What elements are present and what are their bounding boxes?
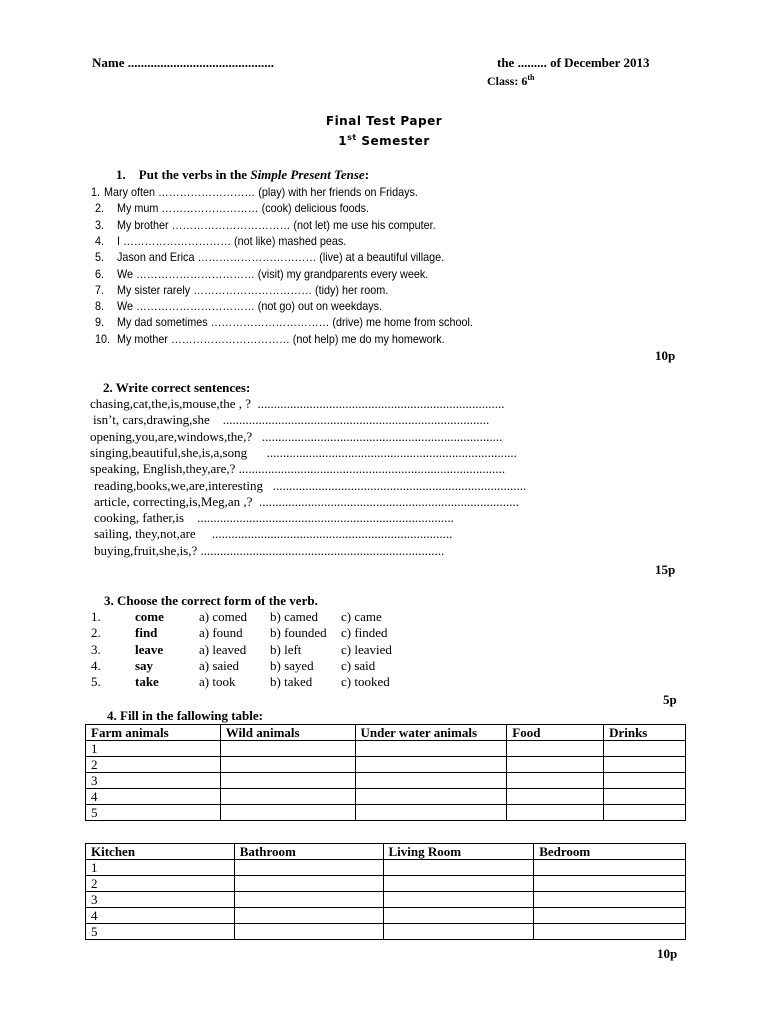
exercise3-item-number: 5. <box>91 674 101 690</box>
class-label-sup: th <box>527 73 535 82</box>
table-header-cell: Under water animals <box>355 725 507 741</box>
exercise1-item-number: 5. <box>95 250 105 265</box>
exercise2-item: cooking, father,is ............................................................................... <box>94 510 454 526</box>
table-blank-cell[interactable] <box>355 741 507 757</box>
section1-points: 10p <box>655 348 676 363</box>
table-blank-cell[interactable] <box>507 741 604 757</box>
date-field-label: the ......... of December 2013 <box>497 55 650 70</box>
table-blank-cell[interactable] <box>604 757 686 773</box>
exercise3-option-b: b) sayed <box>270 657 314 673</box>
table-row <box>86 805 686 821</box>
table-header-cell: Food <box>507 725 604 741</box>
table-row-number: 2 <box>86 876 235 892</box>
section1-heading-italic: Simple Present Tense <box>250 167 365 182</box>
table-row-number: 2 <box>86 757 221 773</box>
exercise2-item: isn’t, cars,drawing,she .................................................................................. <box>93 412 490 428</box>
table-row-number: 4 <box>86 908 235 924</box>
subtitle-number: 1 <box>338 134 348 148</box>
exercise3-option-a: a) leaved <box>199 641 247 657</box>
exercise3-option-c: c) said <box>341 657 376 673</box>
table-row <box>86 892 686 908</box>
section2-heading: 2. Write correct sentences: <box>103 380 251 395</box>
table-blank-cell[interactable] <box>220 805 355 821</box>
exercise1-item-number: 8. <box>95 299 105 314</box>
table-blank-cell[interactable] <box>604 789 686 805</box>
table-header-cell: Farm animals <box>86 725 221 741</box>
exercise3-item-verb: take <box>135 674 159 690</box>
table-row-number: 1 <box>86 860 235 876</box>
section3-points: 5p <box>663 692 677 707</box>
exercise3-item-number: 1. <box>91 609 101 624</box>
table-row-number: 5 <box>86 924 235 940</box>
exercise2-item: buying,fruit,she,is,? ........................................................................... <box>94 542 445 558</box>
table-blank-cell[interactable] <box>383 908 534 924</box>
exercise3-option-b: b) left <box>270 641 302 657</box>
subtitle-rest: Semester <box>356 134 430 148</box>
table-blank-cell[interactable] <box>234 860 383 876</box>
exercise1-item-number: 4. <box>95 233 105 248</box>
section4-points: 10p <box>657 946 678 961</box>
exercise3-item-number: 3. <box>91 641 101 657</box>
exercise3-option-a: a) took <box>199 674 236 690</box>
table-row <box>86 908 686 924</box>
table-row <box>86 876 686 892</box>
exercise1-item-number: 10. <box>95 331 111 346</box>
table-blank-cell[interactable] <box>234 892 383 908</box>
table-blank-cell[interactable] <box>234 876 383 892</box>
exercise3-option-c: c) tooked <box>341 674 390 690</box>
exercise1-item-text: My brother …………………………… (not let) me use his computer. <box>117 217 436 232</box>
table-header-row <box>86 725 686 741</box>
table-header-cell: Living Room <box>383 844 534 860</box>
exercise1-item-number: 1. <box>91 185 101 199</box>
exercise3-item-verb: find <box>135 625 158 641</box>
exercise3-option-c: c) leavied <box>341 641 392 657</box>
table-row-number: 3 <box>86 773 221 789</box>
exercise1-item-number: 2. <box>95 201 105 216</box>
table-blank-cell[interactable] <box>234 924 383 940</box>
table-blank-cell[interactable] <box>383 924 534 940</box>
table-blank-cell[interactable] <box>234 908 383 924</box>
table-blank-cell[interactable] <box>534 892 686 908</box>
section1-heading-suffix: : <box>364 167 370 182</box>
exercise1-item-text: Mary often ……………………… (play) with her friends on Fridays. <box>104 185 418 199</box>
table-blank-cell[interactable] <box>507 789 604 805</box>
table-blank-cell[interactable] <box>507 805 604 821</box>
table-blank-cell[interactable] <box>220 773 355 789</box>
table-header-cell: Kitchen <box>86 844 235 860</box>
exercise3-item-verb: say <box>135 657 154 673</box>
table-blank-cell[interactable] <box>507 773 604 789</box>
section1-heading-prefix: 1. Put the verbs in the <box>116 167 251 182</box>
class-label-text: Class: 6 <box>487 74 528 88</box>
table-blank-cell[interactable] <box>534 876 686 892</box>
table-row <box>86 741 686 757</box>
page-subtitle <box>0 133 768 148</box>
exercise3-option-b: b) taked <box>270 674 313 690</box>
table-row-number: 1 <box>86 741 221 757</box>
exercise1-item-number: 6. <box>95 266 105 281</box>
table-header-cell: Drinks <box>604 725 686 741</box>
exercise3-item-number: 4. <box>91 657 101 673</box>
exercise2-item: reading,books,we,are,interesting .............................................................................. <box>94 477 527 493</box>
exercise1-item-text: My mum ……………………… (cook) delicious foods. <box>117 201 370 216</box>
section4-heading: 4. Fill in the fallowing table: <box>107 708 263 723</box>
rooms-table <box>85 843 686 940</box>
exercise3-option-b: b) founded <box>270 625 327 641</box>
exercise2-item: speaking, English,they,are,? .................................................................................. <box>90 461 506 477</box>
table-row <box>86 773 686 789</box>
exercise1-item-text: My dad sometimes …………………………… (drive) me home from school. <box>117 315 473 330</box>
table-blank-cell[interactable] <box>355 805 507 821</box>
table-row <box>86 789 686 805</box>
table-header-cell: Wild animals <box>220 725 355 741</box>
table-blank-cell[interactable] <box>355 757 507 773</box>
table-header-cell: Bedroom <box>534 844 686 860</box>
page-title: Final Test Paper <box>325 114 443 128</box>
exercise2-item: singing,beautiful,she,is,a,song ............................................................................. <box>90 444 517 460</box>
table-header-row <box>86 844 686 860</box>
table-blank-cell[interactable] <box>220 757 355 773</box>
table-blank-cell[interactable] <box>355 773 507 789</box>
exercise2-item: sailing, they,not,are .......................................................................... <box>94 526 453 542</box>
table-blank-cell[interactable] <box>220 741 355 757</box>
table-blank-cell[interactable] <box>534 924 686 940</box>
table-blank-cell[interactable] <box>383 892 534 908</box>
exercise3-item-verb: come <box>135 609 164 624</box>
table-blank-cell[interactable] <box>507 757 604 773</box>
exercise1-item-text: We …………………………… (not go) out on weekdays. <box>117 299 383 314</box>
table-header-cell: Bathroom <box>234 844 383 860</box>
section1-heading <box>116 167 369 183</box>
table-blank-cell[interactable] <box>383 876 534 892</box>
exercise1-item-text: I ………………………… (not like) mashed peas. <box>117 233 347 248</box>
exercise2-item: article, correcting,is,Meg,an ,? ................................................................................ <box>94 493 519 509</box>
table-blank-cell[interactable] <box>383 860 534 876</box>
table-blank-cell[interactable] <box>534 908 686 924</box>
section2-points: 15p <box>655 562 676 577</box>
exercise3-option-a: a) saied <box>199 657 240 673</box>
exercise3-option-a: a) found <box>199 625 243 641</box>
exercise1-item-number: 9. <box>95 315 105 330</box>
table-blank-cell[interactable] <box>604 773 686 789</box>
section3-heading: 3. Choose the correct form of the verb. <box>104 593 318 608</box>
exercise3-option-c: c) came <box>341 609 382 624</box>
table-row-number: 5 <box>86 805 221 821</box>
exercise1-item-number: 7. <box>95 282 105 297</box>
table-row-number: 4 <box>86 789 221 805</box>
exercise3-item-number: 2. <box>91 625 101 641</box>
exercise3-item-verb: leave <box>135 641 164 657</box>
exercise1-item-text: My mother …………………………… (not help) me do my homework. <box>117 331 445 346</box>
table-row <box>86 860 686 876</box>
exercise3-option-b: b) camed <box>270 609 319 624</box>
exercise1-item-text: My sister rarely …………………………… (tidy) her room. <box>117 282 389 297</box>
class-label <box>487 73 534 89</box>
exercise1-item-text: Jason and Erica …………………………… (live) at a beautiful village. <box>117 250 445 265</box>
exercise2-item: chasing,cat,the,is,mouse,the , ? ............................................................................ <box>90 396 505 411</box>
table-row <box>86 757 686 773</box>
exercise3-option-a: a) comed <box>199 609 248 624</box>
exercise1-item-number: 3. <box>95 217 105 232</box>
name-field-label: Name ............................................. <box>92 55 274 70</box>
exercise3-option-c: c) finded <box>341 625 388 641</box>
table-row <box>86 924 686 940</box>
exercise1-item-text: We …………………………… (visit) my grandparents every week. <box>117 266 429 281</box>
table-row-number: 3 <box>86 892 235 908</box>
animals-food-table <box>85 724 686 821</box>
exercise2-item: opening,you,are,windows,the,? .......................................................................... <box>90 428 503 444</box>
table-blank-cell[interactable] <box>220 789 355 805</box>
table-blank-cell[interactable] <box>534 860 686 876</box>
subtitle-sup: st <box>347 133 357 142</box>
table-blank-cell[interactable] <box>604 741 686 757</box>
table-blank-cell[interactable] <box>604 805 686 821</box>
table-blank-cell[interactable] <box>355 789 507 805</box>
